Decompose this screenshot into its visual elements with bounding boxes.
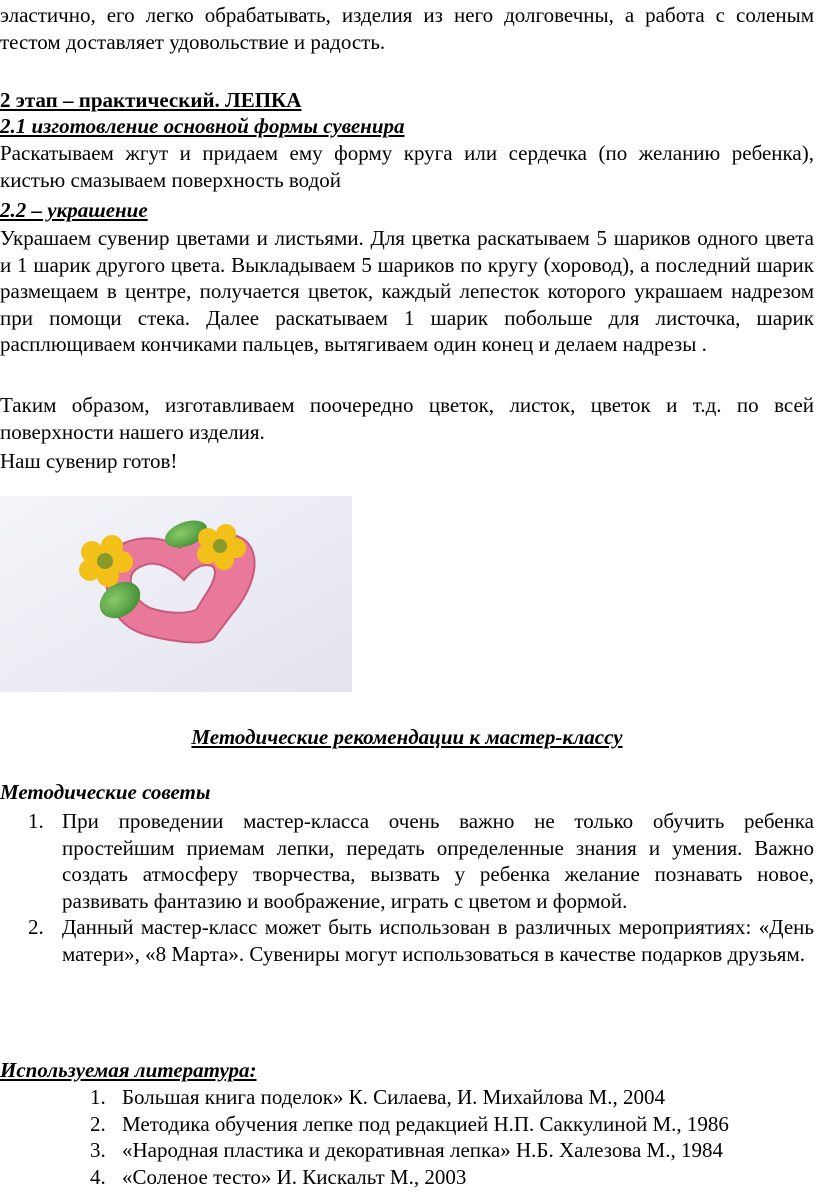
list-item-text: Методика обучения лепке под редакцией Н.П. Саккулиной М., 1986 <box>122 1111 729 1136</box>
literature-list <box>0 1084 816 1190</box>
methodical-title: Методические рекомендации к мастер-классу <box>191 725 623 749</box>
list-item-text: При проведении мастер-класса очень важно не только обучить ребенка простейшим приемам лепки, передать определенные знания и умения. Важно создать атмосферу творчества, вызвать у ребенка желание познавать новое, развивать фантазию и воображение, играть с цветом и формой. <box>62 809 814 913</box>
literature-heading: Используемая литература: <box>0 1058 257 1082</box>
stage2-heading: 2 этап – практический. ЛЕПКА <box>0 88 302 112</box>
step1-text: Раскатываем жгут и придаем ему форму круга или сердечка (по желанию ребенка), кистью смазываем поверхность водой <box>0 141 814 192</box>
souvenir-photo <box>0 496 352 692</box>
list-item-text: Большая книга поделок» К. Силаева, И. Михайлова М., 2004 <box>122 1085 665 1109</box>
list-item-text: «Соленое тесто» И. Кискальт М., 2003 <box>122 1164 467 1189</box>
list-item-number: 3. <box>90 1138 106 1162</box>
list-item <box>0 1084 814 1111</box>
list-item <box>0 914 814 967</box>
step2-title: 2.2 – украшение <box>0 198 148 222</box>
intro-paragraph: эластично, его легко обрабатывать, изделия из него долговечны, а работа с соленым тестом доставляет удовольствие и радость. <box>0 3 814 54</box>
step2-text: Украшаем сувенир цветами и листьями. Для цветка раскатываем 5 шариков одного цвета и 1 шарик другого цвета. Выкладываем 5 шариков по кругу (хоровод), а последний шарик размещаем в центре, получается цветок, каждый лепесток которого украшаем надрезом при помощи стека. Далее раскатываем 1 шарик побольше для листочка, шарик расплющиваем кончиками пальцев, вытягиваем один конец и делаем надрезы . <box>0 226 814 356</box>
advice-list <box>0 808 816 967</box>
step1-title: 2.1 изготовление основной формы сувенира <box>0 114 405 138</box>
list-item-number: 4. <box>90 1164 106 1189</box>
list-item <box>0 1137 814 1164</box>
list-item-number: 1. <box>90 1085 106 1109</box>
ready-text: Наш сувенир готов! <box>0 449 178 473</box>
list-item-text: «Народная пластика и декоративная лепка» Н.Б. Халезова М., 1984 <box>122 1138 723 1162</box>
photo-background <box>0 496 352 692</box>
list-item-number: 2. <box>28 915 44 939</box>
conclusion-text: Таким образом, изготавливаем поочередно цветок, листок, цветок и т.д. по всей поверхности нашего изделия. <box>0 393 814 444</box>
advice-heading: Методические советы <box>0 780 211 804</box>
list-item <box>0 1111 814 1138</box>
list-item-number: 1. <box>28 809 44 833</box>
list-item-text: Данный мастер-класс может быть использован в различных мероприятиях: «День матери», «8 Марта». Сувениры могут использоваться в качестве подарков друзьям. <box>62 915 814 966</box>
list-item <box>0 1164 814 1191</box>
list-item-number: 2. <box>90 1111 106 1136</box>
list-item <box>0 808 814 914</box>
